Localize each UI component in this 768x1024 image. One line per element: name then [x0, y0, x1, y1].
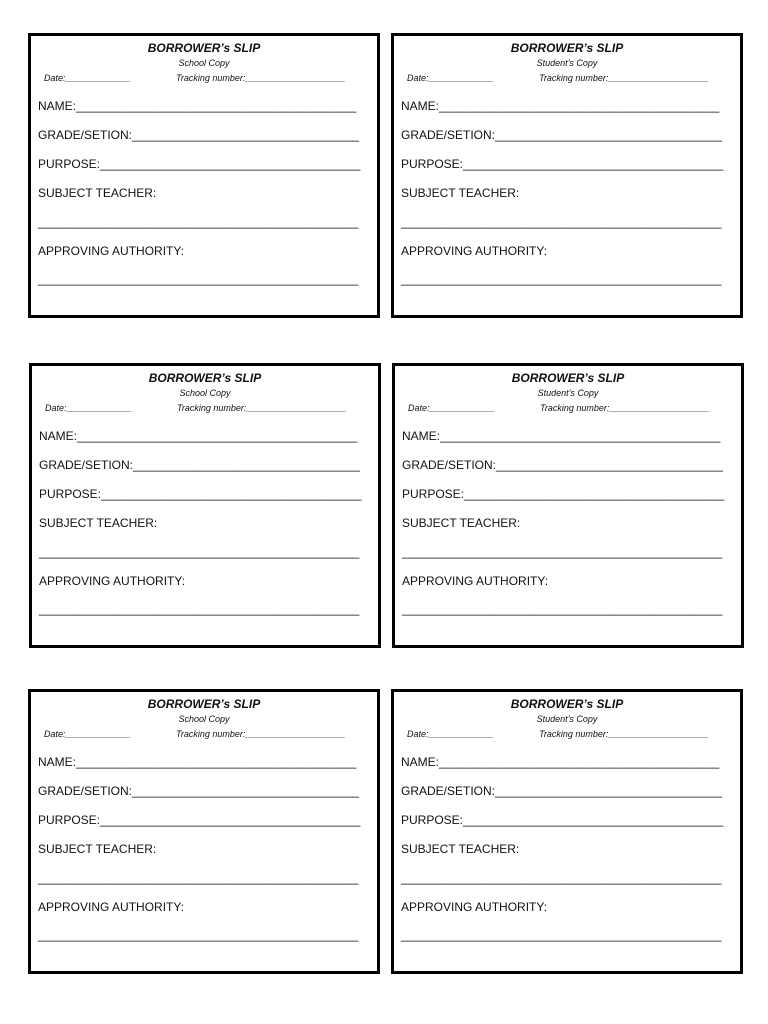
name-field: NAME:__________________________________________: [401, 99, 720, 113]
subject-teacher-label: SUBJECT TEACHER:: [402, 516, 521, 530]
subject-teacher-line: ________________________________________________: [39, 545, 360, 559]
slip-title: BORROWER’s SLIP: [147, 697, 261, 711]
subject-teacher-line: ________________________________________________: [401, 215, 722, 229]
tracking-number-field: Tracking number:____________________: [540, 403, 710, 413]
slip-copy-label: School Copy: [178, 714, 230, 724]
slip-title: BORROWER’s SLIP: [511, 371, 625, 385]
tracking-number-field: Tracking number:____________________: [176, 729, 346, 739]
slip-copy-label: Student’s Copy: [536, 714, 598, 724]
subject-teacher-label: SUBJECT TEACHER:: [401, 186, 520, 200]
approving-authority-line: ________________________________________________: [401, 928, 722, 942]
subject-teacher-line: ________________________________________________: [38, 215, 359, 229]
purpose-field: PURPOSE:_______________________________________: [401, 157, 724, 171]
purpose-field: PURPOSE:_______________________________________: [39, 487, 362, 501]
name-field: NAME:__________________________________________: [38, 755, 357, 769]
borrower-slip-school-copy: [29, 363, 381, 648]
tracking-number-field: Tracking number:____________________: [177, 403, 347, 413]
purpose-field: PURPOSE:_______________________________________: [38, 157, 361, 171]
slip-title: BORROWER’s SLIP: [510, 697, 624, 711]
grade-section-field: GRADE/SETION:__________________________________: [401, 784, 722, 798]
subject-teacher-label: SUBJECT TEACHER:: [38, 186, 157, 200]
approving-authority-line: ________________________________________________: [39, 602, 360, 616]
approving-authority-label: APPROVING AUTHORITY:: [38, 900, 185, 914]
date-field: Date:_____________: [44, 729, 131, 739]
date-field: Date:_____________: [45, 403, 132, 413]
approving-authority-line: ________________________________________________: [402, 602, 723, 616]
name-field: NAME:__________________________________________: [39, 429, 358, 443]
slip-title: BORROWER’s SLIP: [148, 371, 262, 385]
purpose-field: PURPOSE:_______________________________________: [38, 813, 361, 827]
date-field: Date:_____________: [407, 73, 494, 83]
grade-section-field: GRADE/SETION:__________________________________: [401, 128, 722, 142]
borrower-slip-school-copy: [28, 689, 380, 974]
slip-title: BORROWER’s SLIP: [147, 41, 261, 55]
approving-authority-label: APPROVING AUTHORITY:: [402, 574, 549, 588]
approving-authority-line: ________________________________________________: [38, 272, 359, 286]
subject-teacher-label: SUBJECT TEACHER:: [401, 842, 520, 856]
approving-authority-label: APPROVING AUTHORITY:: [38, 244, 185, 258]
subject-teacher-label: SUBJECT TEACHER:: [39, 516, 158, 530]
borrower-slip-student-copy: [391, 33, 743, 318]
grade-section-field: GRADE/SETION:__________________________________: [402, 458, 723, 472]
date-field: Date:_____________: [408, 403, 495, 413]
name-field: NAME:__________________________________________: [402, 429, 721, 443]
approving-authority-label: APPROVING AUTHORITY:: [401, 244, 548, 258]
purpose-field: PURPOSE:_______________________________________: [402, 487, 725, 501]
name-field: NAME:__________________________________________: [401, 755, 720, 769]
approving-authority-line: ________________________________________________: [38, 928, 359, 942]
name-field: NAME:__________________________________________: [38, 99, 357, 113]
slip-copy-label: School Copy: [178, 58, 230, 68]
grade-section-field: GRADE/SETION:__________________________________: [38, 128, 359, 142]
subject-teacher-line: ________________________________________________: [38, 871, 359, 885]
borrower-slip-student-copy: [392, 363, 744, 648]
date-field: Date:_____________: [44, 73, 131, 83]
slip-copy-label: Student’s Copy: [536, 58, 598, 68]
tracking-number-field: Tracking number:____________________: [539, 73, 709, 83]
purpose-field: PURPOSE:_______________________________________: [401, 813, 724, 827]
slip-copy-label: School Copy: [179, 388, 231, 398]
approving-authority-label: APPROVING AUTHORITY:: [39, 574, 186, 588]
slip-title: BORROWER’s SLIP: [510, 41, 624, 55]
subject-teacher-line: ________________________________________________: [402, 545, 723, 559]
borrower-slip-student-copy: [391, 689, 743, 974]
grade-section-field: GRADE/SETION:__________________________________: [39, 458, 360, 472]
slip-copy-label: Student’s Copy: [537, 388, 599, 398]
tracking-number-field: Tracking number:____________________: [539, 729, 709, 739]
date-field: Date:_____________: [407, 729, 494, 739]
borrower-slip-school-copy: [28, 33, 380, 318]
subject-teacher-label: SUBJECT TEACHER:: [38, 842, 157, 856]
tracking-number-field: Tracking number:____________________: [176, 73, 346, 83]
approving-authority-label: APPROVING AUTHORITY:: [401, 900, 548, 914]
grade-section-field: GRADE/SETION:__________________________________: [38, 784, 359, 798]
approving-authority-line: ________________________________________________: [401, 272, 722, 286]
subject-teacher-line: ________________________________________________: [401, 871, 722, 885]
